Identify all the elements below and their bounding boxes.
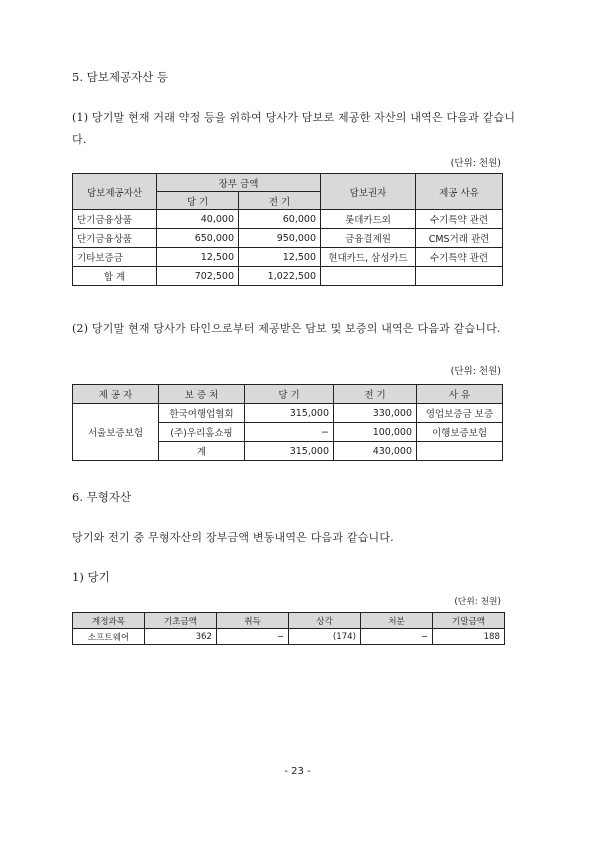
section5-heading: 5. 담보제공자산 등 bbox=[72, 70, 169, 84]
total-prior: 1,022,500 bbox=[239, 267, 321, 286]
cell-opening: 362 bbox=[145, 629, 217, 645]
header-opening: 기초금액 bbox=[145, 613, 217, 629]
cell-asset: 단기금융상품 bbox=[73, 229, 157, 248]
unit-label: (단위: 천원) bbox=[450, 158, 501, 169]
cell-account: 소프트웨어 bbox=[73, 629, 145, 645]
cell-prior: 330,000 bbox=[334, 404, 417, 423]
unit-label: (단위: 천원) bbox=[454, 597, 501, 607]
header-book-amount: 장부 금액 bbox=[157, 174, 321, 192]
section5-paragraph2: (2) 당기말 현재 당사가 타인으로부터 제공받은 담보 및 보증의 내역은 다음과 같습니다. bbox=[72, 322, 501, 335]
total-label: 합 계 bbox=[73, 267, 157, 286]
cell-reason: 수기특약 관련 bbox=[416, 248, 503, 267]
cell-closing: 188 bbox=[433, 629, 505, 645]
cell-guarantee: 한국여행업협회 bbox=[159, 404, 245, 423]
header-current-period: 당 기 bbox=[245, 385, 334, 404]
cell-reason: 영업보증금 보증 bbox=[417, 404, 503, 423]
cell-reason: 이행보증보험 bbox=[417, 423, 503, 442]
header-guarantee: 보 증 처 bbox=[159, 385, 245, 404]
header-amortization: 상각 bbox=[289, 613, 361, 629]
cell-reason: CMS거래 관련 bbox=[416, 229, 503, 248]
header-collateral-holder: 담보권자 bbox=[321, 174, 416, 210]
total-prior: 430,000 bbox=[334, 442, 417, 461]
total-label: 계 bbox=[159, 442, 245, 461]
cell-disposal: − bbox=[361, 629, 433, 645]
cell-current: 12,500 bbox=[157, 248, 239, 267]
cell-prior: 100,000 bbox=[334, 423, 417, 442]
unit-label: (단위: 천원) bbox=[450, 366, 501, 377]
page-number: - 23 - bbox=[284, 766, 311, 777]
cell-current: 40,000 bbox=[157, 210, 239, 229]
empty-cell bbox=[417, 442, 503, 461]
empty-cell bbox=[321, 267, 416, 286]
section6-heading: 6. 무형자산 bbox=[72, 490, 132, 504]
cell-provider: 서울보증보험 bbox=[73, 404, 159, 461]
header-reason: 제공 사유 bbox=[416, 174, 503, 210]
cell-prior: 950,000 bbox=[239, 229, 321, 248]
cell-current: 315,000 bbox=[245, 404, 334, 423]
intangible-assets-table bbox=[72, 612, 505, 645]
cell-asset: 단기금융상품 bbox=[73, 210, 157, 229]
section5-paragraph1: (1) 당기말 현재 거래 약정 등을 위하여 당사가 담보로 제공한 자산의 내역은 다음과 같습니다. bbox=[72, 111, 516, 146]
cell-prior: 12,500 bbox=[239, 248, 321, 267]
guarantees-received-table bbox=[72, 384, 503, 461]
cell-reason: 수기특약 관련 bbox=[416, 210, 503, 229]
header-current-period: 당 기 bbox=[157, 192, 239, 210]
table-row bbox=[73, 404, 503, 423]
cell-holder: 금융결제원 bbox=[321, 229, 416, 248]
section6-paragraph: 당기와 전기 중 무형자산의 장부금액 변동내역은 다음과 같습니다. bbox=[72, 531, 394, 544]
section6-subheading: 1) 당기 bbox=[72, 570, 110, 584]
table-row bbox=[73, 229, 503, 248]
cell-acquisition: − bbox=[217, 629, 289, 645]
header-acquisition: 취득 bbox=[217, 613, 289, 629]
header-reason: 사 유 bbox=[417, 385, 503, 404]
cell-prior: 60,000 bbox=[239, 210, 321, 229]
table-row bbox=[73, 629, 505, 645]
header-collateral-asset: 담보제공자산 bbox=[73, 174, 157, 210]
cell-current: − bbox=[245, 423, 334, 442]
empty-cell bbox=[416, 267, 503, 286]
header-disposal: 처분 bbox=[361, 613, 433, 629]
cell-asset: 기타보증금 bbox=[73, 248, 157, 267]
header-prior-period: 전 기 bbox=[334, 385, 417, 404]
header-provider: 제 공 자 bbox=[73, 385, 159, 404]
cell-current: 650,000 bbox=[157, 229, 239, 248]
table-row bbox=[73, 210, 503, 229]
collateral-provided-table bbox=[72, 173, 503, 286]
cell-guarantee: (주)우리홈쇼핑 bbox=[159, 423, 245, 442]
cell-amortization: (174) bbox=[289, 629, 361, 645]
table-total-row bbox=[73, 267, 503, 286]
cell-holder: 현대카드, 삼성카드 bbox=[321, 248, 416, 267]
table-row bbox=[73, 248, 503, 267]
total-current: 702,500 bbox=[157, 267, 239, 286]
cell-holder: 롯데카드외 bbox=[321, 210, 416, 229]
header-prior-period: 전 기 bbox=[239, 192, 321, 210]
total-current: 315,000 bbox=[245, 442, 334, 461]
header-closing: 기말금액 bbox=[433, 613, 505, 629]
header-account: 계정과목 bbox=[73, 613, 145, 629]
